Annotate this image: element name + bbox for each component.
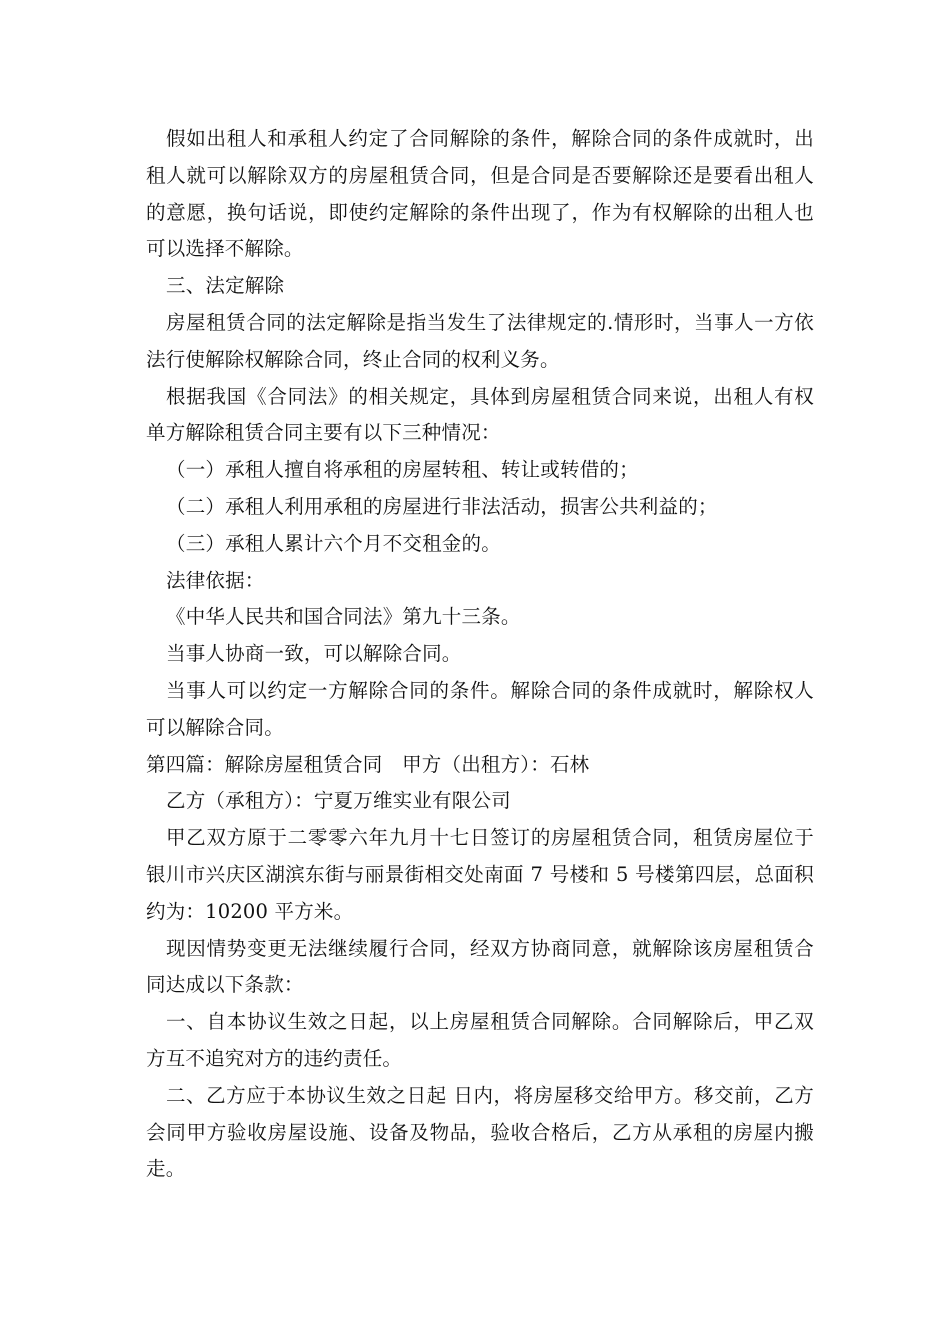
party-b-line: 乙方（承租方）：宁夏万维实业有限公司 [166,789,511,813]
paragraph-termination-conditions: 当事人可以约定一方解除合同的条件。解除合同的条件成就时，解除权人可以解除合同。 [146,678,814,739]
legal-citation: 《中华人民共和国合同法》第九十三条。 [166,605,521,629]
paragraph-original-lease: 甲乙双方原于二零零六年九月十七日签订的房屋租赁合同，租赁房屋位于银川市兴庆区湖滨东街与丽景街相交处南面 7 号楼和 5 号楼第四层，总面积约为：10200 平方米。 [146,826,814,923]
clause-two: 二、乙方应于本协议生效之日起 日内，将房屋移交给甲方。移交前，乙方会同甲方验收房屋设施、设备及物品，验收合格后，乙方从承租的房屋内搬走。 [146,1083,814,1181]
list-item-case-3: （三）承租人累计六个月不交租金的。 [166,531,501,555]
list-item-case-2: （二）承租人利用承租的房屋进行非法活动，损害公共利益的； [166,494,718,518]
list-item-case-1: （一）承租人擅自将承租的房屋转租、转让或转借的； [166,458,639,482]
document-page [146,121,814,1188]
clause-one: 一、自本协议生效之日起，以上房屋租赁合同解除。合同解除后，甲乙双方互不追究对方的违约责任。 [146,1010,814,1070]
legal-basis-label: 法律依据： [166,568,265,592]
paragraph-contract-law-basis: 根据我国《合同法》的相关规定，具体到房屋租赁合同来说，出租人有权单方解除租赁合同主要有以下三种情况： [146,384,814,445]
paragraph-statutory-definition: 房屋租赁合同的法定解除是指当发生了法律规定的.情形时，当事人一方依法行使解除权解除合同，终止合同的权利义务。 [146,310,814,371]
chapter-heading-fourth: 第四篇：解除房屋租赁合同 甲方（出租方）：石林 [146,752,590,776]
paragraph-mutual-agreement: 当事人协商一致，可以解除合同。 [166,642,462,666]
paragraph-circumstance-change: 现因情势变更无法继续履行合同，经双方协商同意，就解除该房屋租赁合同达成以下条款： [146,936,814,997]
section-heading-statutory-termination: 三、法定解除 [166,274,285,298]
paragraph-agreed-termination: 假如出租人和承租人约定了合同解除的条件，解除合同的条件成就时，出租人就可以解除双方的房屋租赁合同，但是合同是否要解除还是要看出租人的意愿，换句话说，即使约定解除的条件出现了，作为有权解除的出租人也可以选择不解除。 [146,127,814,261]
